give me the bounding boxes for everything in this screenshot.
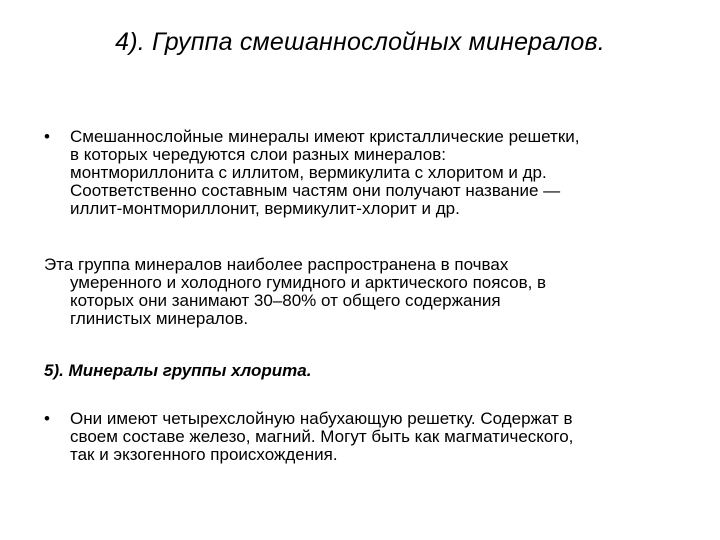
bullet-text <box>70 128 694 218</box>
text-line: Они имеют четырехслойную набухающую решетку. Содержат в <box>70 409 573 428</box>
bullet-icon: • <box>44 127 50 146</box>
text-line: умеренного и холодного гумидного и арктического поясов, в <box>70 273 547 292</box>
text-line: глинистых минералов. <box>70 309 249 328</box>
text-line: Соответственно составным частям они получают название — <box>70 181 561 200</box>
text-line: так и экзогенного происхождения. <box>70 445 338 464</box>
paragraph-distribution <box>44 256 690 328</box>
text-line: Эта группа минералов наиболее распространена в почвах <box>44 255 509 274</box>
text-line: монтмориллонита с иллитом, вермикулита с хлоритом и др. <box>70 163 547 182</box>
bullet-item-chlorite <box>44 410 694 464</box>
bullet-icon: • <box>44 409 50 428</box>
bullet-item-mixed-layer <box>44 128 694 218</box>
text-line: своем составе железо, магний. Могут быть как магматического, <box>70 427 574 446</box>
text-line: иллит-монтмориллонит, вермикулит-хлорит и др. <box>70 199 460 218</box>
text-line: в которых чередуются слои разных минералов: <box>70 145 446 164</box>
text-line: которых они занимают 30–80% от общего содержания <box>70 291 501 310</box>
section-subheading: 5). Минералы группы хлорита. <box>44 361 312 380</box>
slide-title: 4). Группа смешаннослойных минералов. <box>115 28 605 56</box>
text-line: Смешаннослойные минералы имеют кристаллические решетки, <box>70 127 580 146</box>
bullet-text <box>70 410 694 464</box>
